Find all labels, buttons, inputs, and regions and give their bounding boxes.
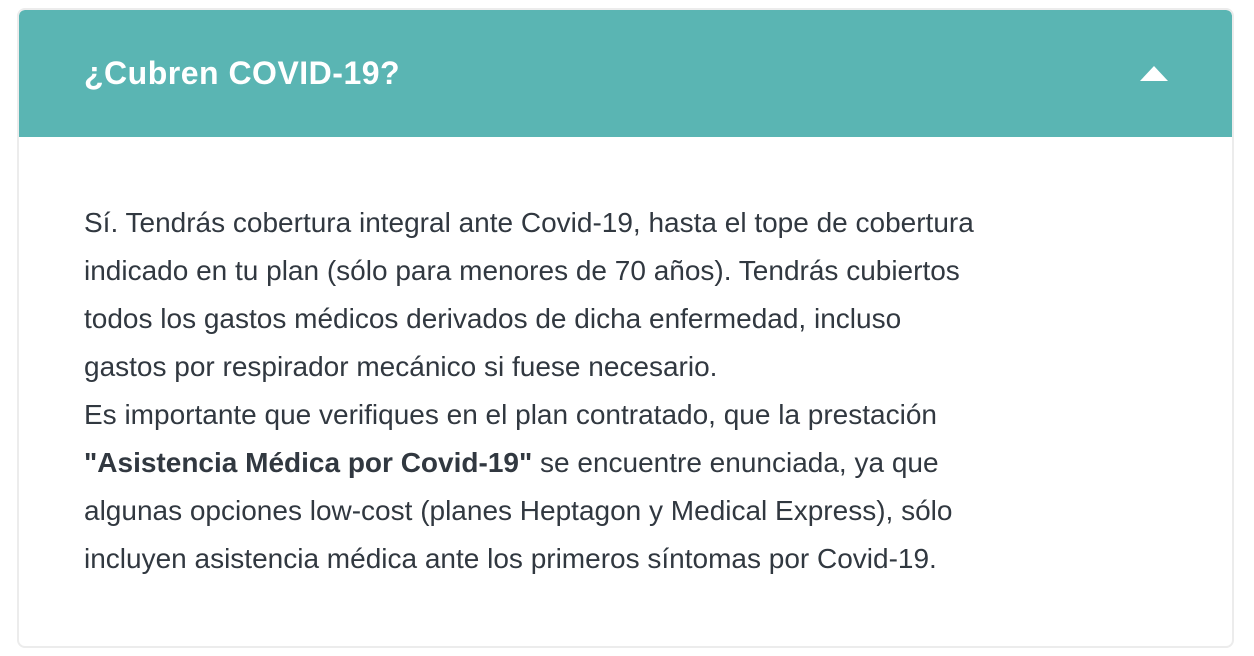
answer-segment: Es importante que verifiques en el plan contratado, que la prestación xyxy=(84,399,937,430)
faq-accordion-card xyxy=(17,8,1234,648)
answer-segment: gastos por respirador mecánico si fuese necesario. xyxy=(84,351,718,382)
text-line xyxy=(84,199,1192,247)
text-line xyxy=(84,535,1192,583)
text-line xyxy=(84,487,1192,535)
answer-text xyxy=(84,199,1192,583)
answer-bold-segment: "Asistencia Médica por Covid-19" xyxy=(84,447,533,478)
accordion-header[interactable] xyxy=(19,10,1232,137)
text-line xyxy=(84,247,1192,295)
answer-segment: incluyen asistencia médica ante los primeros síntomas por Covid-19. xyxy=(84,543,937,574)
accordion-question-title: ¿Cubren COVID-19? xyxy=(84,55,401,91)
answer-segment: Sí. Tendrás cobertura integral ante Covid-19, hasta el tope de cobertura xyxy=(84,207,974,238)
text-line xyxy=(84,295,1192,343)
answer-segment: se encuentre enunciada, ya que xyxy=(532,447,939,478)
answer-segment: todos los gastos médicos derivados de dicha enfermedad, incluso xyxy=(84,303,902,334)
text-line xyxy=(84,343,1192,391)
answer-segment: indicado en tu plan (sólo para menores de 70 años). Tendrás cubiertos xyxy=(84,255,960,286)
answer-segment: algunas opciones low-cost (planes Heptagon y Medical Express), sólo xyxy=(84,495,953,526)
accordion-body xyxy=(19,137,1232,583)
chevron-up-icon[interactable] xyxy=(1140,66,1168,81)
text-line xyxy=(84,439,1192,487)
text-line xyxy=(84,391,1192,439)
